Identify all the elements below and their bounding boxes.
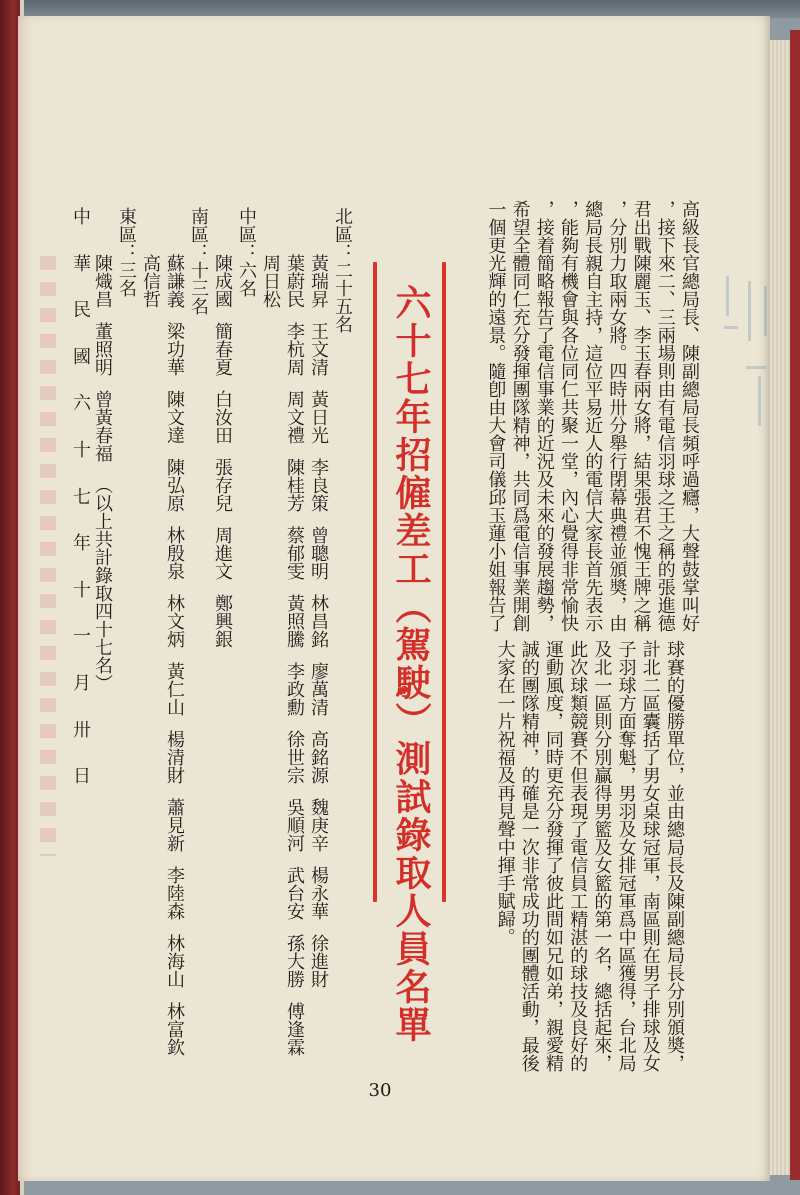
person-name: 林文炳: [164, 594, 185, 648]
article-column: 運動風度，同時更充分發揮了彼此間如兄如弟，親愛精: [543, 640, 564, 1072]
person-name: 黃日光: [308, 390, 329, 444]
name-column: [92, 254, 113, 692]
date-character: 民: [70, 300, 91, 319]
article-column: 球賽的優勝單位，並由總局長及陳副總局長分別頒奬，: [664, 640, 685, 1072]
person-name: 周日松: [260, 254, 281, 308]
person-name: 陳文達: [164, 390, 185, 444]
person-name: 武台安: [284, 866, 305, 920]
date-character: 卅: [70, 719, 91, 738]
person-name: 黃照騰: [284, 594, 305, 648]
date-character: 華: [70, 253, 91, 272]
person-name: 林富欽: [164, 1002, 185, 1056]
ink-stamp: [718, 266, 778, 436]
date-character: 十: [70, 579, 91, 598]
article-column: 希望全體同仁充分發揮團隊精神，共同爲電信事業開創: [509, 200, 531, 632]
person-name: 陳成國: [212, 254, 233, 308]
person-name: 徐世宗: [284, 730, 305, 784]
person-name: 張存兒: [212, 458, 233, 512]
person-name: 林昌銘: [308, 594, 329, 648]
region-header: 北區：二十五名: [332, 207, 353, 333]
person-name: 曾黃春福: [92, 390, 113, 462]
person-name: 傅逢霖: [284, 1002, 305, 1056]
title-rule-right: [442, 262, 446, 902]
person-name: 白汝田: [212, 390, 233, 444]
date-character: 七: [70, 486, 91, 505]
article-column: 君出戰陳麗玉、李玉春兩女將，結果張君不愧王牌之稱: [630, 200, 652, 632]
date-character: 中: [70, 207, 91, 225]
article-column: 一個更光輝的遠景。隨卽由大會司儀邱玉蓮小姐報告了: [485, 200, 507, 632]
person-name: 蔡郁雯: [284, 526, 305, 580]
date-character: 日: [70, 766, 91, 785]
bleed-through-text: [40, 256, 56, 856]
date-character: 十: [70, 439, 91, 458]
article-column: ，接着簡略報告了電信事業的近況及未來的發展趨勢，: [533, 200, 555, 632]
person-name: 鄭興銀: [212, 594, 233, 648]
person-name: 陳弘原: [164, 458, 185, 512]
region-header: 南區：十三名: [188, 207, 209, 315]
article-column: 子羽球方面奪魁，男羽及女排冠軍爲中區獲得，台北局: [615, 640, 637, 1072]
person-name: 簡春夏: [212, 322, 233, 376]
person-name: 董照明: [92, 322, 113, 376]
person-name: 楊永華: [308, 866, 329, 920]
person-name: 孫大勝: [284, 934, 305, 988]
person-name: 葉蔚民: [284, 254, 305, 308]
name-column: [164, 254, 185, 1056]
person-name: 蕭見新: [164, 798, 185, 852]
article-column: 此次球類競賽不但表現了電信員工精湛的球技及良好的: [567, 640, 589, 1072]
person-name: 楊清財: [164, 730, 185, 784]
date-character: 國: [70, 346, 91, 365]
person-name: 梁功華: [164, 322, 185, 376]
article-column: 高級長官總局長、陳副總局長頻呼過癮，大聲鼓掌叫好: [679, 200, 700, 632]
article-column: 誠的團隊精神，的確是一次非常成功的團體活動，最後: [518, 640, 540, 1072]
name-column: [140, 254, 161, 308]
article-column: 計北二區囊括了男女桌球冠軍，南區則在男子排球及女: [639, 640, 661, 1072]
name-column: [212, 254, 233, 648]
person-name: 李政勳: [284, 662, 305, 716]
person-name: 蘇謙義: [164, 254, 185, 308]
date-line: [70, 207, 91, 784]
person-name: 黃瑞昇: [308, 254, 329, 308]
person-name: 高銘源: [308, 730, 329, 784]
person-name: 李良策: [308, 458, 329, 512]
person-name: 李杭周: [284, 322, 305, 376]
article-column: 及北一區則分別贏得男籃及女籃的第一名，總括起來，: [591, 640, 613, 1072]
article-column: 總局長親自主持，這位平易近人的電信大家長首先表示: [582, 200, 604, 632]
person-name: （以上共計錄取四十七名）: [92, 476, 113, 692]
title-rule-left: [373, 262, 377, 902]
page-number: 30: [368, 1080, 392, 1101]
person-name: 曾聰明: [308, 526, 329, 580]
date-character: 一: [70, 626, 91, 645]
article-column: ，分別力取兩女將。四時卅分舉行閉幕典禮並頒奬，由: [606, 200, 628, 632]
name-column: [284, 254, 305, 1056]
person-name: 陳熾昌: [92, 254, 113, 308]
person-name: 李陸森: [164, 866, 185, 920]
region-header: 東區：三名: [116, 207, 137, 297]
person-name: 王文清: [308, 322, 329, 376]
person-name: 高信哲: [140, 254, 161, 308]
person-name: 魏庚辛: [308, 798, 329, 852]
cover-edge: [790, 30, 800, 1180]
person-name: 周文禮: [284, 390, 305, 444]
person-name: 黃仁山: [164, 662, 185, 716]
date-character: 年: [70, 533, 91, 552]
person-name: 吳順河: [284, 798, 305, 852]
article-column: 大家在一片祝福及再見聲中揮手賦歸。: [494, 640, 516, 946]
region-header: 中區：六名: [236, 207, 257, 297]
article-column: ，能夠有機會與各位同仁共聚一堂，內心覺得非常愉快: [558, 200, 579, 632]
person-name: 林殷泉: [164, 526, 185, 580]
person-name: 陳桂芳: [284, 458, 305, 512]
article-column: ，接下來二、三兩場則由有電信羽球之王之稱的張進德: [654, 200, 676, 632]
person-name: 林海山: [164, 934, 185, 988]
person-name: 廖萬清: [308, 662, 329, 716]
name-column: [260, 254, 281, 308]
person-name: 徐進財: [308, 934, 329, 988]
list-title: 六十七年招僱差工（駕駛）測試錄取人員名單: [390, 284, 432, 1044]
name-column: [308, 254, 329, 988]
date-character: 月: [70, 672, 91, 691]
date-character: 六: [70, 393, 91, 412]
person-name: 周進文: [212, 526, 233, 580]
